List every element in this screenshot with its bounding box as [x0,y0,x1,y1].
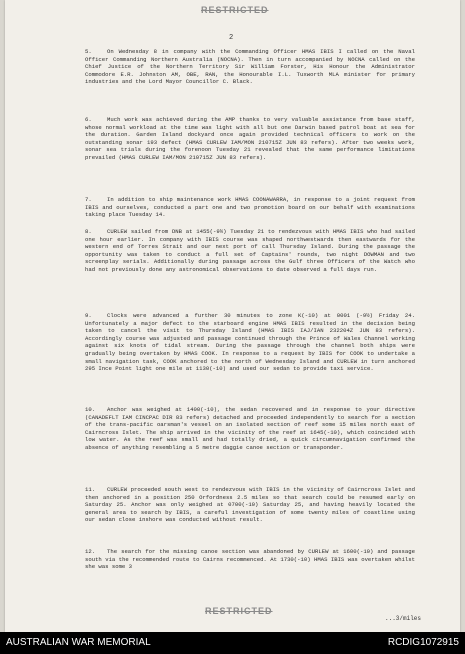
paragraph-number: 7. [85,196,92,203]
paragraph-12 [85,548,415,571]
archive-footer-bar [0,632,465,654]
paragraph-number: 12. [85,548,96,555]
archive-reference: RCDIG1072915 [387,637,459,648]
restricted-stamp-top: RESTRICTED [201,5,269,15]
archive-name: AUSTRALIAN WAR MEMORIAL [6,637,151,648]
paragraph-text: In addition to ship maintenance work HMAS COONAWARRA, in response to a joint request from IBIS and ourselves, conducted a part one and two promotion board on our behalf with examinations taking place Tuesday 14. [85,196,415,219]
page-number: 2 [229,34,234,42]
paragraph-text: Anchor was weighed at 1400(-10), the sedan recovered and in response to your directive (CANADEFLT IAM CINCPAC DIR 83 refers) detached and proceeded independently to search for a section of the trans-pacific oarsman's vessel on an isolated section of reef some 15 miles north east of Cairncross Islet. The ship arrived in the vicinity of the reef at 1645(-10), which coincided with low water. As the reef was small and had totally dried, a quick circumnavigation confirmed the absence of anything resembling a 5 metre daggie canoe section or transponder. [85,406,415,451]
restricted-stamp-bottom: RESTRICTED [205,606,273,616]
continuation-marker: ...3/miles [385,615,422,622]
paragraph-text: The search for the missing canoe section was abandoned by CURLEW at 1600(-10) and passage south via the recommended route to Cairns recommenced. At 1730(-10) HMAS IBIS was overtaken whilst she was some 3 [85,548,415,571]
paragraph-10 [85,406,415,452]
paragraph-6 [85,116,415,162]
paragraph-9 [85,312,415,373]
paragraph-number: 6. [85,116,92,123]
paragraph-text: CURLEW sailed from DNB at 1455(-9½) Tuesday 21 to rendezvous with HMAS IBIS who had sailed one hour earlier. In company with IBIS course was shaped northwestwards then eastwards for the western end of Torres Strait and our next port of call Thursday Island. During the passage the opportunity was taken to conduct a full set of Captains' rounds, two night DOWMAN and two screenplay serials. Additionally during passage across the Gulf three Officers of the Watch who had not previously done any astronomical observations to date observed a full days run. [85,228,415,273]
paragraph-7 [85,196,415,219]
paragraph-number: 5. [85,48,92,55]
paragraph-11 [85,486,415,524]
paragraph-number: 10. [85,406,96,413]
paragraph-text: Clocks were advanced a further 30 minutes to zone K(-10) at 0001 (-9½) Friday 24. Unfortunately a major defect to the starboard engine HMAS IBIS resulted in the decision being taken to cancel the visit to Thursday Island (HMAS IBIS IAJ/IAN 232204Z JUN 83 refers). Accordingly course was adjusted and passage continued through the Prince of Wales Channel working against six knots of tidal stream. During the passage through the channel both ships were gradually being overtaken by HMAS COOK. In response to a request by IBIS for COOK to undertake a small navigation task, COOK anchored to the north of Wednesday Island and CURLEW in turn anchored 295 Ince Point light one mile at 1130(-10) and used our sedan to provide taxi service. [85,312,415,373]
paragraph-number: 8. [85,228,92,235]
paragraph-5 [85,48,415,86]
paragraph-8 [85,228,415,274]
paragraph-text: CURLEW proceeded south west to rendezvous with IBIS in the vicinity of Cairncross Islet and then anchored in a position 250 Orfordness 2.5 miles so that search could be resumed early on Saturday 25. Anchor was only weighed at 0700(-10) Saturday 25, and having heavily located the general area to search by IBIS, a careful investigation of some twenty miles of coastline using our sedan close inshore was conducted without result. [85,486,415,524]
paragraph-number: 9. [85,312,92,319]
paragraph-text: On Wednesday 8 in company with the Commanding Officer HMAS IBIS I called on the Naval Officer Commanding Northern Australia (NOCNA). Then in turn accompanied by NOCNA called on the Chief Justice of the Northern Territory Sir William Forster, His Honour the Administrator Commodore E.R. Johnston AM, OBE, RAN, the Honourable I.L. Tuxworth MLA minister for primary industries and the Lord Mayor Councillor C. Black. [85,48,415,86]
paragraph-text: Much work was achieved during the AMP thanks to very valuable assistance from base staff, whose normal workload at the time was light with all but one Darwin based patrol boat at sea for the duration. Garden Island dockyard once again provided technical officers to work on the outstanding sonar 193 defect (HMAS CURLEW IAM/MON 210715Z JUN 83 refers). After two weeks work, sonar sea trials during the forenoon Tuesday 21 revealed that the same performance limitations prevailed (HMAS CURLEW IAM/MON 210715Z JUN 83 refers). [85,116,415,161]
paragraph-number: 11. [85,486,96,493]
document-page [5,0,460,632]
